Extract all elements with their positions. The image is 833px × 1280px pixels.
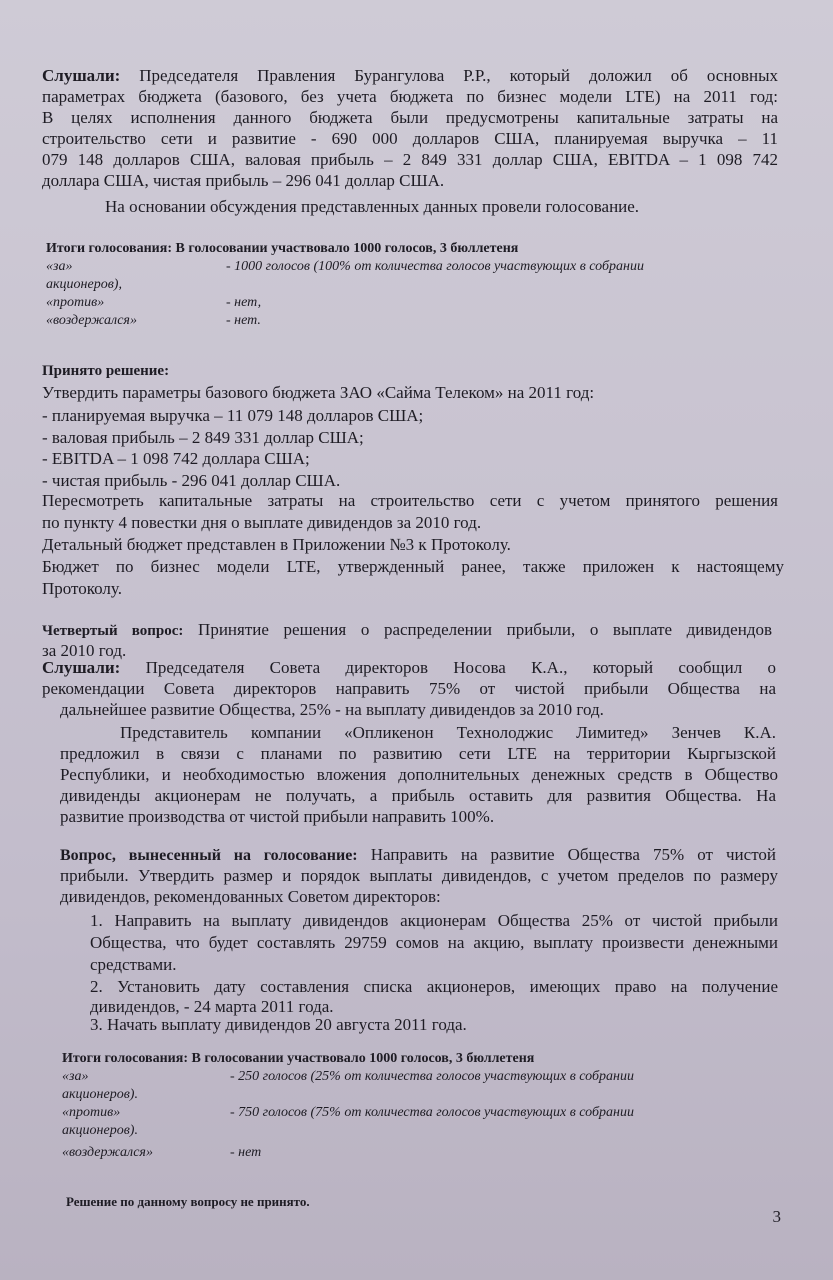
page-number: 3: [772, 1207, 781, 1226]
decision1-revise-2: по пункту 4 повестки дня о выплате дивидендов за 2010 год.: [42, 513, 482, 532]
vote2-za-label: «за»: [62, 1069, 89, 1084]
heard2-rep-5: развитие производства от чистой прибыли направить 100%.: [60, 807, 495, 826]
final-decision: Решение по данному вопросу не принято.: [66, 1194, 310, 1209]
vote2-vozd-value: - нет: [230, 1145, 262, 1160]
vote2-vozd-label: «воздержался»: [62, 1145, 153, 1160]
vote1-title: Итоги голосования: В голосовании участвовало 1000 голосов, 3 бюллетеня: [46, 241, 519, 256]
vote1-za-value: - 1000 голосов (100% от количества голосов участвующих в собрании: [226, 259, 644, 274]
q4-line-1: Четвертый вопрос: Принятие решения о распределении прибыли, о выплате дивидендов: [42, 620, 773, 639]
decision1-revise-1: Пересмотреть капитальные затраты на строительство сети с учетом принятого решения: [42, 491, 778, 510]
vote2-protiv-row: [62, 1104, 780, 1122]
vote1-za-label: «за»: [46, 259, 73, 274]
question-item1-2: Общества, что будет составлять 29759 сомов на акцию, выплату произвести денежными: [90, 933, 778, 952]
heard1-line-3: В целях исполнения данного бюджета были предусмотрены капитальные затраты на: [42, 108, 778, 127]
heard1-line-5: 079 148 долларов США, валовая прибыль – 2 849 331 доллар США, EBITDA – 1 098 742: [42, 150, 778, 169]
q4-line-2: за 2010 год.: [42, 641, 127, 660]
vote2-za-value: - 250 голосов (25% от количества голосов участвующих в собрании: [230, 1069, 634, 1084]
heard1-line-1: Слушали: Председателя Правления Бурангулова Р.Р., который доложил об основных: [42, 66, 778, 85]
vote2-za-cont: акционеров).: [62, 1087, 138, 1102]
decision1-line-2: - планируемая выручка – 11 079 148 долларов США;: [42, 406, 424, 425]
question-line-1: Вопрос, вынесенный на голосование: Направить на развитие Общества 75% от чистой: [60, 845, 776, 864]
decision1-line-5: - чистая прибыль - 296 041 доллар США.: [42, 471, 341, 490]
vote1-protiv-row: [46, 294, 786, 312]
heard2-rep-2: предложил в связи с планами по развитию сети LTE на территории Кыргызской: [60, 744, 776, 763]
heard1-line-2: параметрах бюджета (базового, без учета бюджета по бизнес модели LTE) на 2011 год:: [42, 87, 778, 106]
heard2-rep-4: дивиденды акционерам не получать, а прибыль оставить для развития Общества. На: [60, 786, 776, 805]
decision1-appendix: Детальный бюджет представлен в Приложении №3 к Протоколу.: [42, 535, 511, 554]
vote2-protiv-label: «против»: [62, 1105, 121, 1120]
decision1-line-4: - EBITDA – 1 098 742 доллара США;: [42, 449, 310, 468]
question-item2-1: 2. Установить дату составления списка акционеров, имеющих право на получение: [90, 977, 778, 996]
decision1-title: Принято решение:: [42, 363, 170, 379]
vote1-vozd-label: «воздержался»: [46, 313, 137, 328]
vote2-vozd-row: [62, 1144, 780, 1162]
vote2-title: Итоги голосования: В голосовании участвовало 1000 голосов, 3 бюллетеня: [62, 1051, 535, 1066]
vote1-vozd-value: - нет.: [226, 313, 261, 328]
vote1-za-cont: акционеров),: [46, 277, 122, 292]
question-item2-2: дивидендов, - 24 марта 2011 года.: [90, 997, 334, 1016]
heard2-rep-3: Республики, и необходимостью вложения дополнительных денежных средств в Общество: [60, 765, 778, 784]
vote2-block: [62, 1050, 780, 1162]
decision1-line-1: Утвердить параметры базового бюджета ЗАО «Сайма Телеком» на 2011 год:: [42, 383, 595, 402]
vote1-vozd-row: [46, 312, 786, 330]
vote2-protiv-cont: акционеров).: [62, 1123, 138, 1138]
vote1-za-row: [46, 258, 786, 276]
vote1-protiv-value: - нет,: [226, 295, 262, 310]
heard1-line-4: строительство сети и развитие - 690 000 долларов США, планируемая выручка – 11: [42, 129, 778, 148]
heard2-line-1: Слушали: Председателя Совета директоров Носова К.А., который сообщил о: [42, 658, 776, 677]
heard2-line-3: дальнейшее развитие Общества, 25% - на выплату дивидендов за 2010 год.: [60, 700, 604, 719]
question-item1-3: средствами.: [90, 955, 177, 974]
question-line-3: дивидендов, рекомендованных Советом директоров:: [60, 887, 441, 906]
question-line-2: прибыли. Утвердить размер и порядок выплаты дивидендов, с учетом пределов по размеру: [60, 866, 778, 885]
heard1-basis: На основании обсуждения представленных данных провели голосование.: [105, 197, 640, 216]
question-item1-1: 1. Направить на выплату дивидендов акционерам Общества 25% от чистой прибыли: [90, 911, 778, 930]
vote1-block: [46, 240, 786, 330]
heard1-line-6: доллара США, чистая прибыль – 296 041 доллар США.: [42, 171, 445, 190]
vote1-protiv-label: «против»: [46, 295, 105, 310]
decision1-line-3: - валовая прибыль – 2 849 331 доллар США;: [42, 428, 364, 447]
decision1-lte-2: Протоколу.: [42, 579, 122, 598]
decision1-lte-1: Бюджет по бизнес модели LTE, утвержденный ранее, также приложен к настоящему: [42, 557, 784, 576]
heard2-line-2: рекомендации Совета директоров направить 75% от чистой прибыли Общества на: [42, 679, 776, 698]
vote2-protiv-value: - 750 голосов (75% от количества голосов участвующих в собрании: [230, 1105, 634, 1120]
question-item3: 3. Начать выплату дивидендов 20 августа 2011 года.: [90, 1015, 467, 1034]
heard2-rep-1: Представитель компании «Опликенон Технолоджис Лимитед» Зенчев К.А.: [120, 723, 776, 742]
vote2-za-row: [62, 1068, 780, 1086]
